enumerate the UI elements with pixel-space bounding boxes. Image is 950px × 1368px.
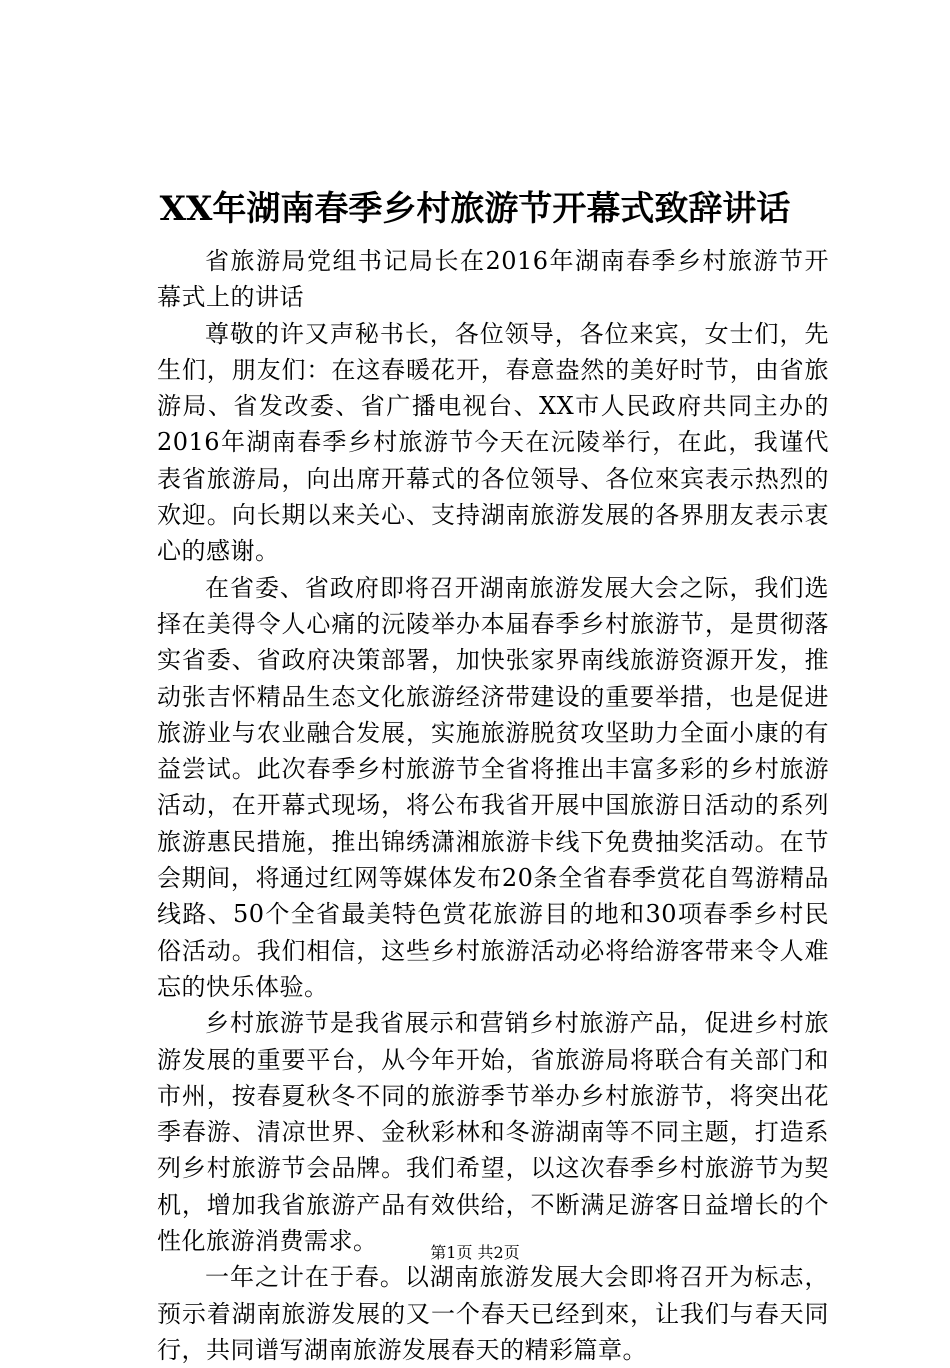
- paragraph-festival-platform: 乡村旅游节是我省展示和营销乡村旅游产品，促进乡村旅游发展的重要平台，从今年开始，省旅游局将联合有关部门和市州，按春夏秋冬不同的旅游季节举办乡村旅游节，将突出花季春游、清凉世界、金秋彩林和冬游湖南等不同主题，打造系列乡村旅游节会品牌。我们希望，以这次春季乡村旅游节为契机，增加我省旅游产品有效供给，不断满足游客日益增长的个性化旅游消费需求。: [157, 1009, 829, 1256]
- page-number-footer: 第1页 共2页: [430, 1243, 520, 1262]
- document-body: [157, 243, 829, 1368]
- paragraph-greeting: 尊敬的许又声秘书长，各位领导，各位来宾，女士们，先生们，朋友们：在这春暖花开，春意盎然的美好时节，由省旅游局、省发改委、省广播电视台、XX市人民政府共同主办的2016年湖南春季乡村旅游节今天在沅陵举行，在此，我谨代表省旅游局，向出席开幕式的各位领导、各位來宾表示热烈的欢迎。向长期以来关心、支持湖南旅游发展的各界朋友表示衷心的感谢。: [157, 319, 829, 566]
- document-title: XX年湖南春季乡村旅游节开幕式致辞讲话: [159, 189, 791, 229]
- paragraph-subtitle: 省旅游局党组书记局长在2016年湖南春季乡村旅游节开幕式上的讲话: [157, 247, 829, 312]
- paragraph-closing: 一年之计在于春。以湖南旅游发展大会即将召开为标志，预示着湖南旅游发展的又一个春天已经到來，让我们与春天同行，共同谱写湖南旅游发展春天的精彩篇章。: [157, 1263, 829, 1364]
- paragraph-festival-activities: 在省委、省政府即将召开湖南旅游发展大会之际，我们选择在美得令人心痛的沅陵举办本届春季乡村旅游节，是贯彻落实省委、省政府决策部署，加快张家界南线旅游资源开发，推动张吉怀精品生态文化旅游经济带建设的重要举措，也是促进旅游业与农业融合发展，实施旅游脱贫攻坚助力全面小康的有益尝试。此次春季乡村旅游节全省将推出丰富多彩的乡村旅游活动，在开幕式现场，将公布我省开展中国旅游日活动的系列旅游惠民措施，推出锦绣潇湘旅游卡线下免费抽奖活动。在节会期间，将通过红网等媒体发布20条全省春季赏花自驾游精品线路、50个全省最美特色赏花旅游目的地和30项春季乡村民俗活动。我们相信，这些乡村旅游活动必将给游客带来令人难忘的快乐体验。: [157, 573, 829, 1001]
